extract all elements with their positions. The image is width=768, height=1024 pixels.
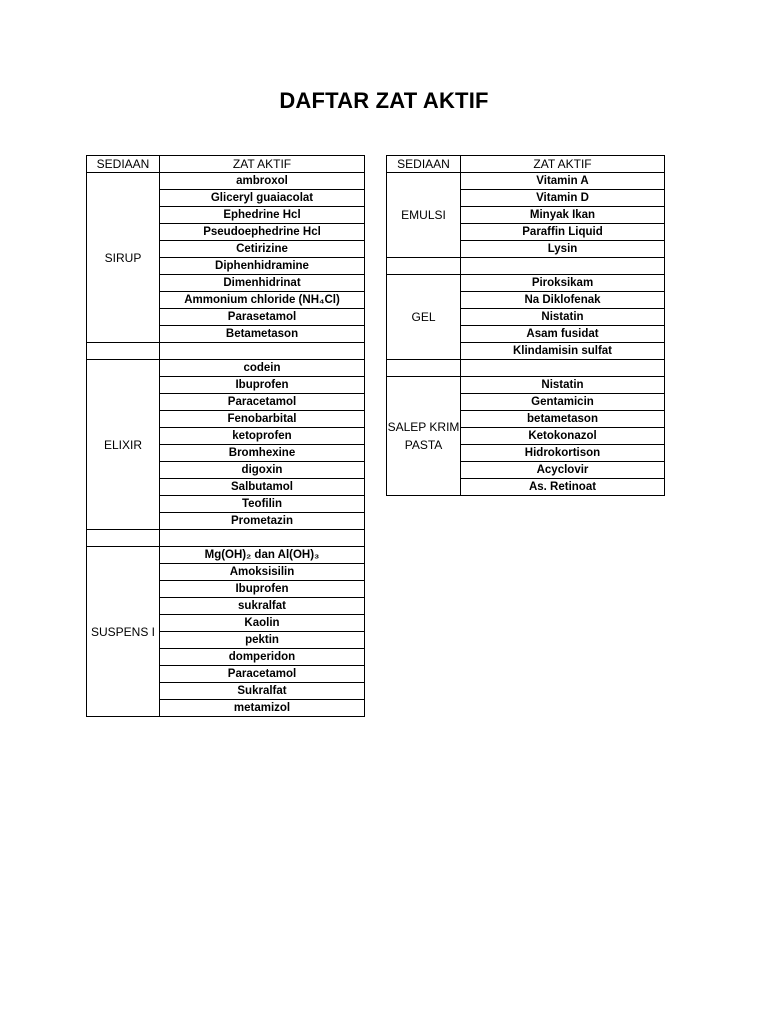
empty-cell <box>461 360 665 377</box>
zat-aktif-cell: Teofilin <box>160 496 365 513</box>
separator-row <box>87 530 365 547</box>
zat-aktif-cell: betametason <box>461 411 665 428</box>
left-table <box>86 155 365 717</box>
zat-aktif-cell: Vitamin A <box>461 173 665 190</box>
zat-aktif-cell: Gentamicin <box>461 394 665 411</box>
zat-aktif-cell: Piroksikam <box>461 275 665 292</box>
right-table <box>386 155 665 496</box>
empty-cell <box>87 343 160 360</box>
zat-aktif-cell: Acyclovir <box>461 462 665 479</box>
zat-aktif-cell: Ammonium chloride (NH₄Cl) <box>160 292 365 309</box>
zat-aktif-cell: Cetirizine <box>160 241 365 258</box>
zat-aktif-cell: Bromhexine <box>160 445 365 462</box>
zat-aktif-cell: Na Diklofenak <box>461 292 665 309</box>
table-row <box>87 360 365 377</box>
header-sediaan: SEDIAAN <box>87 156 160 173</box>
zat-aktif-cell: Mg(OH)₂ dan Al(OH)₃ <box>160 547 365 564</box>
zat-aktif-cell: As. Retinoat <box>461 479 665 496</box>
document-title: DAFTAR ZAT AKTIF <box>279 88 489 113</box>
zat-aktif-cell: domperidon <box>160 649 365 666</box>
empty-cell <box>87 530 160 547</box>
zat-aktif-cell: pektin <box>160 632 365 649</box>
empty-cell <box>387 258 461 275</box>
empty-cell <box>160 343 365 360</box>
zat-aktif-cell: Prometazin <box>160 513 365 530</box>
zat-aktif-cell: Kaolin <box>160 615 365 632</box>
zat-aktif-cell: metamizol <box>160 700 365 717</box>
table-row <box>387 173 665 190</box>
table-row <box>87 173 365 190</box>
zat-aktif-cell: Vitamin D <box>461 190 665 207</box>
zat-aktif-cell: sukralfat <box>160 598 365 615</box>
zat-aktif-cell: Pseudoephedrine Hcl <box>160 224 365 241</box>
empty-cell <box>387 360 461 377</box>
zat-aktif-cell: Lysin <box>461 241 665 258</box>
header-row <box>387 156 665 173</box>
sediaan-cell: SUSPENS I <box>87 547 160 717</box>
zat-aktif-cell: Sukralfat <box>160 683 365 700</box>
zat-aktif-cell: Parasetamol <box>160 309 365 326</box>
zat-aktif-cell: Paracetamol <box>160 394 365 411</box>
header-zat-aktif: ZAT AKTIF <box>160 156 365 173</box>
header-sediaan: SEDIAAN <box>387 156 461 173</box>
empty-cell <box>461 258 665 275</box>
zat-aktif-cell: digoxin <box>160 462 365 479</box>
separator-row <box>387 360 665 377</box>
zat-aktif-cell: Asam fusidat <box>461 326 665 343</box>
table-row <box>87 547 365 564</box>
zat-aktif-cell: codein <box>160 360 365 377</box>
zat-aktif-cell: Paracetamol <box>160 666 365 683</box>
sediaan-cell: SIRUP <box>87 173 160 343</box>
zat-aktif-cell: Nistatin <box>461 377 665 394</box>
table-row <box>387 275 665 292</box>
zat-aktif-cell: Klindamisin sulfat <box>461 343 665 360</box>
sediaan-cell: SALEP KRIM PASTA <box>387 377 461 496</box>
zat-aktif-cell: ambroxol <box>160 173 365 190</box>
zat-aktif-cell: Ibuprofen <box>160 581 365 598</box>
zat-aktif-cell: Minyak Ikan <box>461 207 665 224</box>
zat-aktif-cell: Gliceryl guaiacolat <box>160 190 365 207</box>
sediaan-cell: EMULSI <box>387 173 461 258</box>
empty-cell <box>160 530 365 547</box>
zat-aktif-cell: Paraffin Liquid <box>461 224 665 241</box>
zat-aktif-cell: Ephedrine Hcl <box>160 207 365 224</box>
table-row <box>387 377 665 394</box>
zat-aktif-cell: Diphenhidramine <box>160 258 365 275</box>
zat-aktif-cell: ketoprofen <box>160 428 365 445</box>
header-row <box>87 156 365 173</box>
zat-aktif-cell: Ketokonazol <box>461 428 665 445</box>
sediaan-cell: ELIXIR <box>87 360 160 530</box>
header-zat-aktif: ZAT AKTIF <box>461 156 665 173</box>
zat-aktif-cell: Dimenhidrinat <box>160 275 365 292</box>
zat-aktif-cell: Fenobarbital <box>160 411 365 428</box>
zat-aktif-cell: Hidrokortison <box>461 445 665 462</box>
separator-row <box>87 343 365 360</box>
separator-row <box>387 258 665 275</box>
zat-aktif-cell: Betametason <box>160 326 365 343</box>
sediaan-cell: GEL <box>387 275 461 360</box>
zat-aktif-cell: Ibuprofen <box>160 377 365 394</box>
zat-aktif-cell: Amoksisilin <box>160 564 365 581</box>
zat-aktif-cell: Nistatin <box>461 309 665 326</box>
zat-aktif-cell: Salbutamol <box>160 479 365 496</box>
